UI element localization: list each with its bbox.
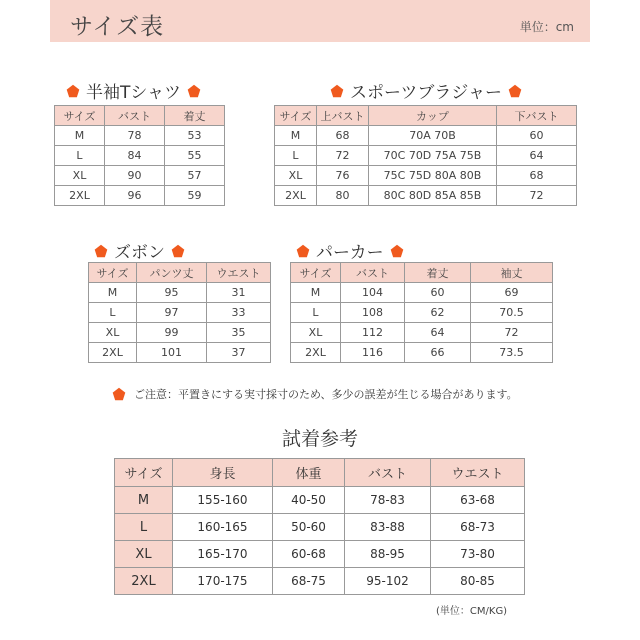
table-cell: 72	[317, 146, 369, 166]
section-title-text: パーカー	[316, 243, 384, 263]
section-title-sports-bra	[330, 78, 522, 103]
pants-size-table	[88, 262, 271, 363]
section-title-parka	[296, 238, 404, 263]
table-cell: 96	[105, 186, 165, 206]
table-cell: 55	[165, 146, 225, 166]
table-row	[55, 146, 225, 166]
table-cell: 78-83	[345, 487, 431, 514]
table-cell: 68-75	[273, 568, 345, 595]
table-cell: 66	[405, 343, 471, 363]
table-cell: 69	[471, 283, 553, 303]
table-header-cell: 体重	[273, 459, 345, 487]
note-text: ご注意：平置きにする実寸採寸のため、多少の誤差が生じる場合があります。	[134, 388, 518, 401]
table-row	[89, 323, 271, 343]
fit-reference-title: 試着参考	[281, 428, 358, 450]
table-header-cell: サイズ	[115, 459, 173, 487]
table-cell: 95-102	[345, 568, 431, 595]
tshirt-size-table	[54, 105, 225, 206]
table-header-cell: バスト	[105, 106, 165, 126]
table-cell: 90	[105, 166, 165, 186]
table-cell: 88-95	[345, 541, 431, 568]
table-cell: XL	[275, 166, 317, 186]
table-row	[115, 487, 525, 514]
table-cell: 70.5	[471, 303, 553, 323]
table-cell: 60-68	[273, 541, 345, 568]
table-cell: 2XL	[115, 568, 173, 595]
table-cell: 31	[207, 283, 271, 303]
fit-unit-label: (単位：CM/KG)	[436, 606, 508, 617]
table-cell: 64	[405, 323, 471, 343]
table-cell: 73.5	[471, 343, 553, 363]
table-cell: M	[115, 487, 173, 514]
table-cell: L	[291, 303, 341, 323]
table-cell: 2XL	[55, 186, 105, 206]
section-title-pants	[94, 238, 185, 263]
table-header-cell: 袖丈	[471, 263, 553, 283]
table-cell: 155-160	[173, 487, 273, 514]
table-header-cell: バスト	[341, 263, 405, 283]
table-cell: 73-80	[431, 541, 525, 568]
table-header-cell: 着丈	[405, 263, 471, 283]
table-cell: 50-60	[273, 514, 345, 541]
table-cell: 60	[497, 126, 577, 146]
table-row	[89, 283, 271, 303]
table-cell: L	[55, 146, 105, 166]
header-banner	[50, 0, 590, 42]
table-cell: XL	[89, 323, 137, 343]
section-title-text: ズボン	[114, 243, 165, 263]
section-title-text: スポーツブラジャー	[350, 83, 502, 103]
table-cell: 68	[317, 126, 369, 146]
pentagon-icon	[330, 84, 344, 98]
pentagon-icon	[94, 244, 108, 258]
table-cell: 101	[137, 343, 207, 363]
pentagon-icon	[66, 84, 80, 98]
unit-label: 単位：cm	[519, 20, 574, 34]
table-cell: 84	[105, 146, 165, 166]
table-row	[89, 343, 271, 363]
table-header-cell: 上バスト	[317, 106, 369, 126]
page-title: サイズ表	[70, 14, 165, 40]
table-header-cell: ウエスト	[207, 263, 271, 283]
table-cell: 2XL	[275, 186, 317, 206]
table-header-cell: サイズ	[55, 106, 105, 126]
parka-size-table	[290, 262, 553, 363]
table-cell: 64	[497, 146, 577, 166]
table-header-cell: 着丈	[165, 106, 225, 126]
table-cell: 104	[341, 283, 405, 303]
table-cell: 40-50	[273, 487, 345, 514]
table-cell: 112	[341, 323, 405, 343]
table-cell: L	[115, 514, 173, 541]
table-header-cell: ウエスト	[431, 459, 525, 487]
table-header-cell: 下バスト	[497, 106, 577, 126]
measurement-note	[112, 386, 518, 402]
table-cell: 2XL	[291, 343, 341, 363]
table-cell: 116	[341, 343, 405, 363]
pentagon-icon	[171, 244, 185, 258]
table-row	[115, 568, 525, 595]
table-cell: 99	[137, 323, 207, 343]
section-title-text: 半袖Tシャツ	[86, 83, 182, 103]
table-cell: 59	[165, 186, 225, 206]
table-cell: 108	[341, 303, 405, 323]
pentagon-icon	[390, 244, 404, 258]
table-row	[275, 126, 577, 146]
table-row	[291, 343, 553, 363]
table-row	[291, 323, 553, 343]
table-cell: L	[275, 146, 317, 166]
table-cell: 75C 75D 80A 80B	[369, 166, 497, 186]
table-row	[275, 146, 577, 166]
sports-bra-size-table	[274, 105, 577, 206]
table-row	[275, 166, 577, 186]
table-cell: 68	[497, 166, 577, 186]
table-cell: 53	[165, 126, 225, 146]
table-cell: 2XL	[89, 343, 137, 363]
table-row	[275, 186, 577, 206]
table-cell: 37	[207, 343, 271, 363]
table-row	[115, 541, 525, 568]
table-cell: 72	[471, 323, 553, 343]
table-cell: L	[89, 303, 137, 323]
table-row	[291, 283, 553, 303]
table-cell: 72	[497, 186, 577, 206]
table-row	[55, 126, 225, 146]
pentagon-icon	[296, 244, 310, 258]
table-cell: 35	[207, 323, 271, 343]
table-cell: 165-170	[173, 541, 273, 568]
table-header-cell: サイズ	[89, 263, 137, 283]
table-cell: XL	[55, 166, 105, 186]
table-cell: 68-73	[431, 514, 525, 541]
table-header-cell: パンツ丈	[137, 263, 207, 283]
table-row	[291, 303, 553, 323]
table-cell: 33	[207, 303, 271, 323]
table-header-cell: サイズ	[291, 263, 341, 283]
table-cell: 160-165	[173, 514, 273, 541]
fit-reference-table	[114, 458, 525, 595]
table-cell: 80C 80D 85A 85B	[369, 186, 497, 206]
table-cell: 78	[105, 126, 165, 146]
table-header-cell: サイズ	[275, 106, 317, 126]
table-cell: 97	[137, 303, 207, 323]
pentagon-icon	[112, 387, 126, 401]
table-cell: 95	[137, 283, 207, 303]
table-row	[89, 303, 271, 323]
table-cell: 70C 70D 75A 75B	[369, 146, 497, 166]
table-row	[55, 166, 225, 186]
table-cell: M	[275, 126, 317, 146]
table-cell: XL	[115, 541, 173, 568]
table-cell: 80-85	[431, 568, 525, 595]
table-header-cell: バスト	[345, 459, 431, 487]
table-cell: 83-88	[345, 514, 431, 541]
pentagon-icon	[187, 84, 201, 98]
table-header-cell: カップ	[369, 106, 497, 126]
table-cell: 62	[405, 303, 471, 323]
table-cell: M	[89, 283, 137, 303]
table-cell: M	[55, 126, 105, 146]
table-row	[55, 186, 225, 206]
table-cell: 60	[405, 283, 471, 303]
section-title-tshirt	[66, 78, 201, 103]
table-cell: XL	[291, 323, 341, 343]
table-cell: M	[291, 283, 341, 303]
table-cell: 63-68	[431, 487, 525, 514]
table-cell: 76	[317, 166, 369, 186]
pentagon-icon	[508, 84, 522, 98]
table-header-cell: 身長	[173, 459, 273, 487]
table-row	[115, 514, 525, 541]
table-cell: 57	[165, 166, 225, 186]
table-cell: 80	[317, 186, 369, 206]
table-cell: 170-175	[173, 568, 273, 595]
table-cell: 70A 70B	[369, 126, 497, 146]
